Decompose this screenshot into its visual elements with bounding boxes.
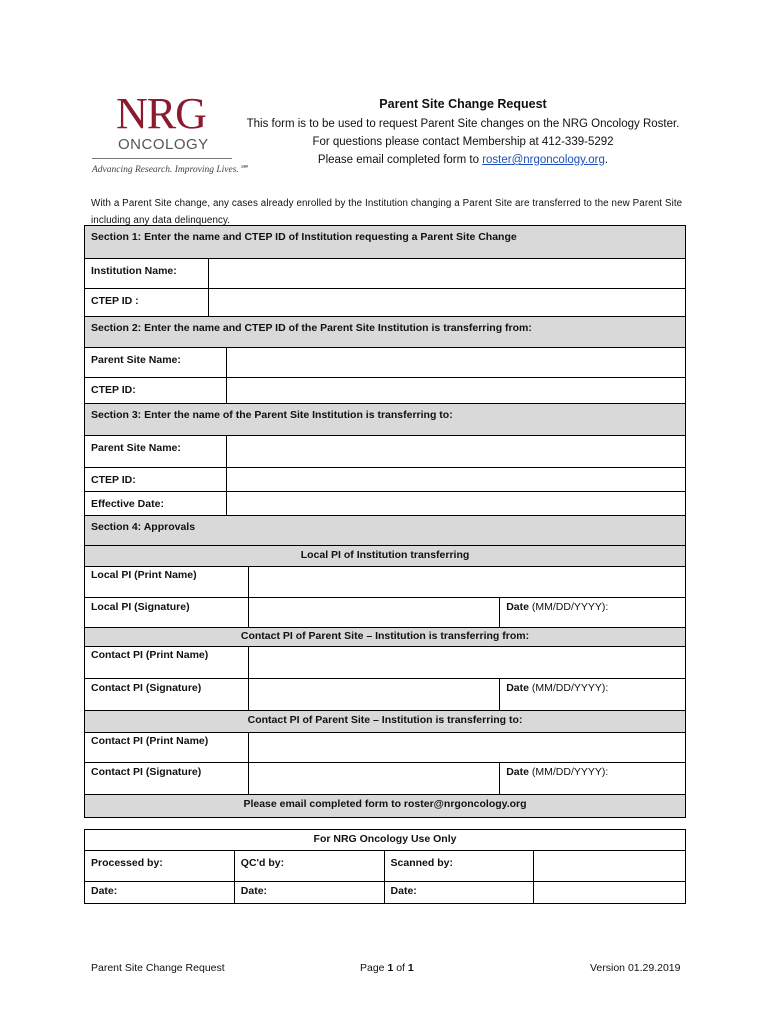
local-pi-signature-field[interactable]	[248, 598, 499, 628]
effective-date-label: Effective Date:	[85, 492, 227, 516]
qcd-by-label: QC'd by:	[240, 857, 285, 869]
date-label: Date	[506, 682, 529, 694]
effective-date-field[interactable]	[226, 492, 685, 516]
section4-heading: Section 4: Approvals	[85, 516, 686, 546]
logo-subtitle: ONCOLOGY	[118, 136, 209, 153]
to-pi-print-field[interactable]	[248, 733, 685, 763]
scanned-by-label: Scanned by:	[390, 857, 453, 869]
local-pi-print-label: Local PI (Print Name)	[85, 567, 249, 598]
section2-heading: Section 2: Enter the name and CTEP ID of the Parent Site Institution is transferring from:	[85, 317, 686, 348]
header-contact: For questions please contact Membership at 412-339-5292	[312, 136, 614, 148]
footer-page-number	[360, 962, 414, 974]
date-format: (MM/DD/YYYY):	[528, 682, 609, 694]
from-pi-signature-field[interactable]	[248, 679, 499, 711]
page-of: of	[393, 962, 408, 974]
section3-heading: Section 3: Enter the name of the Parent Site Institution is transferring to:	[85, 404, 686, 436]
header-email-prefix: Please email completed form to	[317, 154, 483, 166]
footer-form-name: Parent Site Change Request	[91, 962, 225, 974]
to-pi-print-label: Contact PI (Print Name)	[85, 733, 249, 763]
page-title: Parent Site Change Request	[379, 97, 547, 111]
office-use-heading: For NRG Oncology Use Only	[85, 830, 686, 851]
date-format: (MM/DD/YYYY):	[528, 601, 609, 613]
section3-parent-site-field[interactable]	[226, 436, 685, 468]
page-prefix: Page	[360, 962, 388, 974]
form-header	[238, 95, 688, 169]
scanned-by-field[interactable]	[384, 851, 534, 882]
main-form-table	[84, 225, 686, 818]
scanned-date-field[interactable]	[384, 882, 534, 904]
section1-ctep-label: CTEP ID :	[85, 289, 209, 317]
qcd-date-label: Date:	[240, 885, 268, 897]
scanned-date-value-field[interactable]	[534, 882, 686, 904]
header-email-suffix: .	[604, 154, 609, 166]
section2-ctep-label: CTEP ID:	[85, 378, 227, 404]
section1-ctep-field[interactable]	[208, 289, 685, 317]
section2-parent-site-label: Parent Site Name:	[85, 348, 227, 378]
section2-parent-site-field[interactable]	[226, 348, 685, 378]
section3-parent-site-label: Parent Site Name:	[85, 436, 227, 468]
processed-by-field[interactable]	[85, 851, 235, 882]
institution-name-field[interactable]	[208, 259, 685, 289]
office-use-table	[84, 829, 686, 904]
roster-email-link[interactable]: roster@nrgoncology.org	[482, 154, 605, 166]
section3-ctep-field[interactable]	[226, 468, 685, 492]
page-current: 1	[387, 962, 394, 974]
logo-wordmark: NRG	[116, 89, 206, 138]
date-label: Date	[506, 601, 529, 613]
from-pi-print-field[interactable]	[248, 647, 685, 679]
section2-ctep-field[interactable]	[226, 378, 685, 404]
to-pi-signature-label: Contact PI (Signature)	[85, 763, 249, 795]
date-label: Date	[506, 766, 529, 778]
institution-name-label: Institution Name:	[85, 259, 209, 289]
scanned-date-label: Date:	[390, 885, 417, 897]
from-pi-print-label: Contact PI (Print Name)	[85, 647, 249, 679]
to-pi-signature-field[interactable]	[248, 763, 499, 795]
from-pi-heading: Contact PI of Parent Site – Institution is transferring from:	[85, 628, 686, 647]
logo-tagline: Advancing Research. Improving Lives.℠	[92, 165, 249, 175]
to-pi-heading: Contact PI of Parent Site – Institution is transferring to:	[85, 711, 686, 733]
header-email-line	[238, 151, 688, 169]
processed-date-field[interactable]	[85, 882, 235, 904]
logo-divider	[92, 158, 232, 159]
footer-version: Version 01.29.2019	[590, 962, 681, 974]
page-total: 1	[407, 962, 414, 974]
header-purpose: This form is to be used to request Parent Site changes on the NRG Oncology Roster.	[246, 118, 680, 130]
local-pi-print-field[interactable]	[248, 567, 685, 598]
processed-by-label: Processed by:	[91, 857, 163, 869]
from-pi-signature-label: Contact PI (Signature)	[85, 679, 249, 711]
nrg-oncology-logo	[88, 89, 249, 182]
intro-text: With a Parent Site change, any cases already enrolled by the Institution changing a Parent Site are transferred to the new Parent Site including any data delinquency.	[91, 198, 683, 226]
processed-date-label: Date:	[91, 885, 118, 897]
section1-heading: Section 1: Enter the name and CTEP ID of Institution requesting a Parent Site Change	[85, 226, 686, 259]
from-pi-date-field[interactable]	[500, 679, 686, 711]
section3-ctep-label: CTEP ID:	[85, 468, 227, 492]
local-pi-date-field[interactable]	[500, 598, 686, 628]
email-note: Please email completed form to roster@nrgoncology.org	[85, 795, 686, 818]
date-format: (MM/DD/YYYY):	[528, 766, 609, 778]
scanned-by-value-field[interactable]	[534, 851, 686, 882]
qcd-by-field[interactable]	[234, 851, 384, 882]
local-pi-heading: Local PI of Institution transferring	[85, 546, 686, 567]
local-pi-signature-label: Local PI (Signature)	[85, 598, 249, 628]
to-pi-date-field[interactable]	[500, 763, 686, 795]
qcd-date-field[interactable]	[234, 882, 384, 904]
